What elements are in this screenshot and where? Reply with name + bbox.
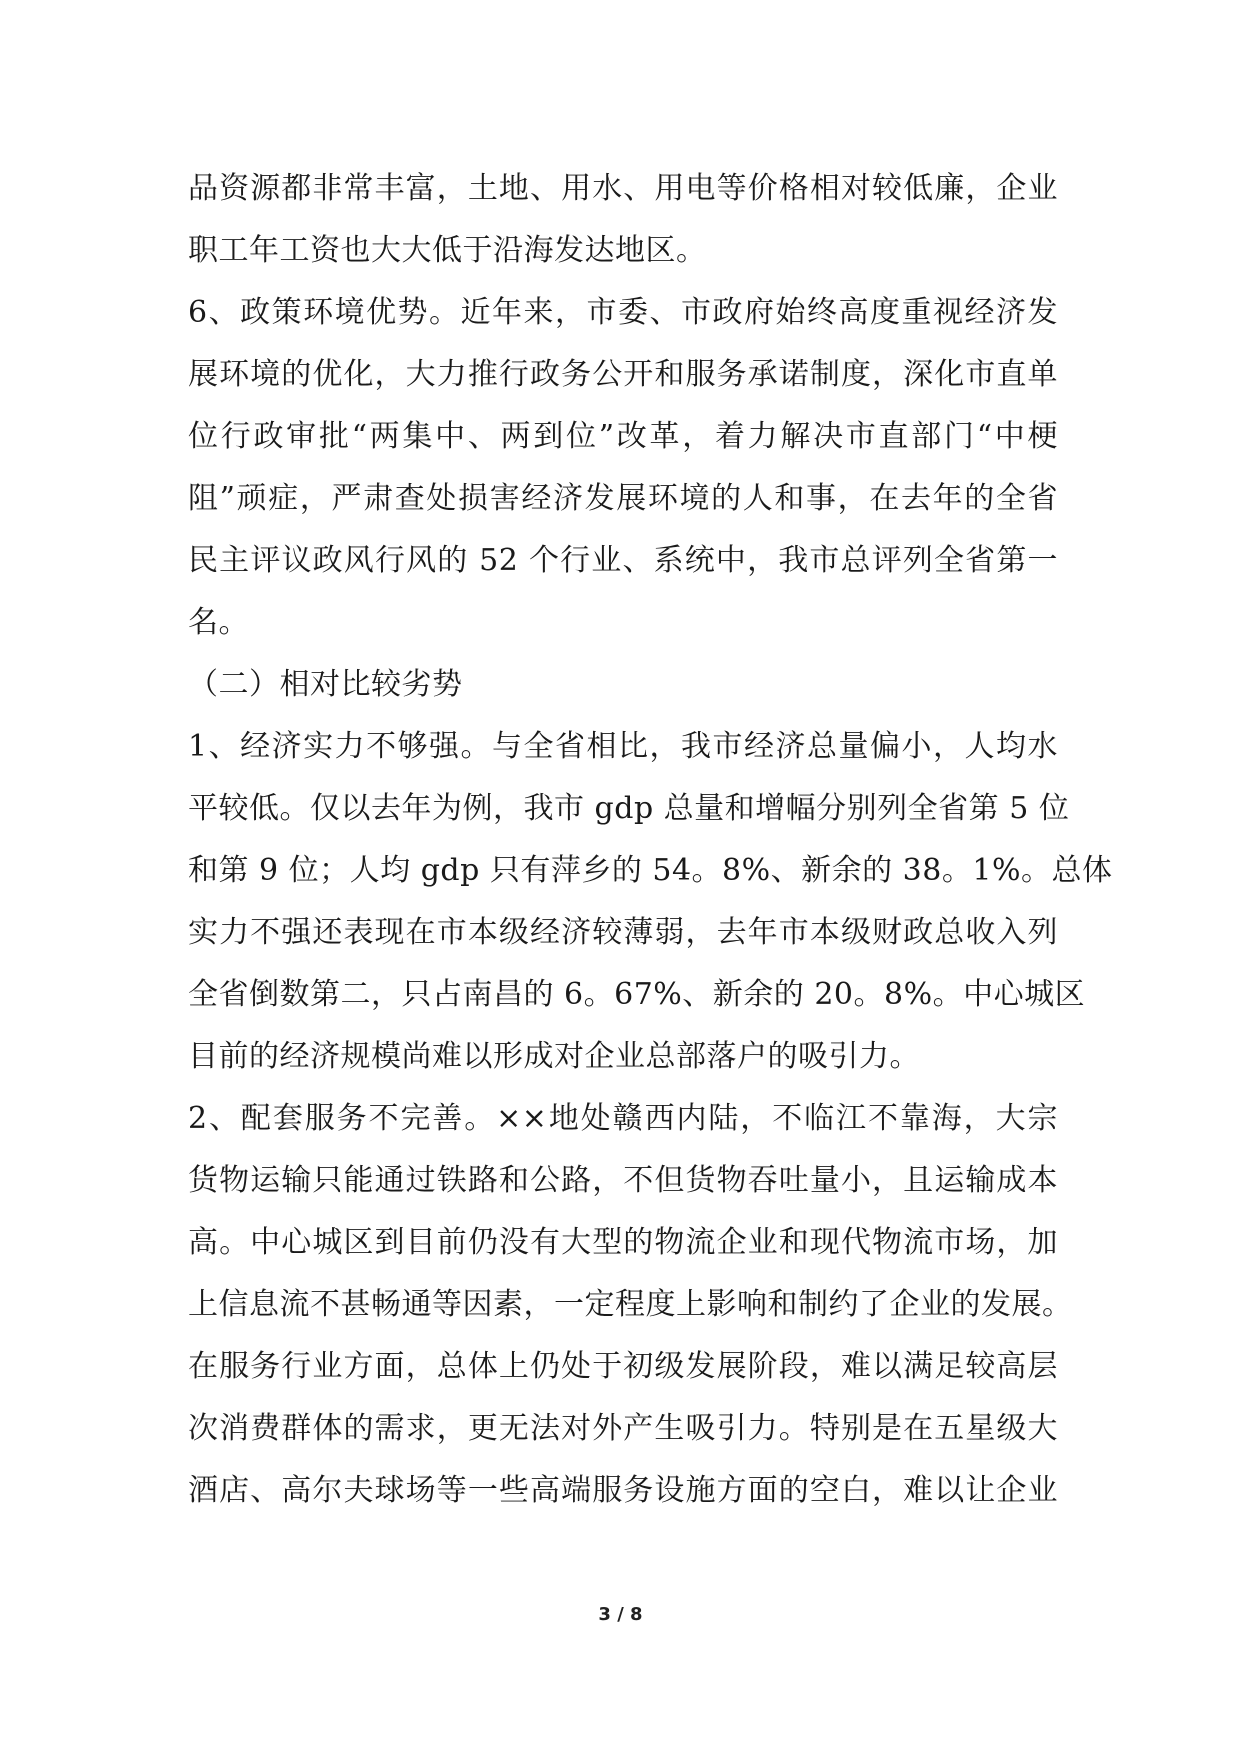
page-number: 3 / 8 xyxy=(598,1604,643,1625)
text-line: 高。中心城区到目前仍没有大型的物流企业和现代物流市场，加 xyxy=(188,1225,1058,1260)
text-line: 名。 xyxy=(188,605,249,640)
body-text xyxy=(188,158,1113,1522)
text-line: 品资源都非常丰富，土地、用水、用电等价格相对较低廉，企业 xyxy=(188,171,1058,206)
text-line: 1、经济实力不够强。与全省相比，我市经济总量偏小，人均水 xyxy=(188,729,1058,764)
text-line: 2、配套服务不完善。××地处赣西内陆，不临江不靠海，大宗 xyxy=(188,1101,1058,1136)
text-line: 上信息流不甚畅通等因素，一定程度上影响和制约了企业的发展。 xyxy=(188,1287,1073,1322)
text-line: 6、政策环境优势。近年来，市委、市政府始终高度重视经济发 xyxy=(188,295,1058,330)
text-line: 次消费群体的需求，更无法对外产生吸引力。特别是在五星级大 xyxy=(188,1411,1058,1446)
text-line: 阻”顽症，严肃查处损害经济发展环境的人和事，在去年的全省 xyxy=(188,481,1058,516)
text-line: 平较低。仅以去年为例，我市 gdp 总量和增幅分别列全省第 5 位 xyxy=(188,791,1070,826)
section-heading: （二）相对比较劣势 xyxy=(188,667,463,702)
text-line: 民主评议政风行风的 52 个行业、系统中，我市总评列全省第一 xyxy=(188,543,1058,578)
text-line: 展环境的优化，大力推行政务公开和服务承诺制度，深化市直单 xyxy=(188,357,1058,392)
text-line: 和第 9 位；人均 gdp 只有萍乡的 54。8%、新余的 38。1%。总体 xyxy=(188,853,1113,888)
text-line: 酒店、高尔夫球场等一些高端服务设施方面的空白，难以让企业 xyxy=(188,1473,1058,1508)
text-line: 位行政审批“两集中、两到位”改革，着力解决市直部门“中梗 xyxy=(188,419,1058,454)
text-line: 目前的经济规模尚难以形成对企业总部落户的吸引力。 xyxy=(188,1039,920,1074)
text-line: 职工年工资也大大低于沿海发达地区。 xyxy=(188,233,707,268)
text-line: 实力不强还表现在市本级经济较薄弱，去年市本级财政总收入列 xyxy=(188,915,1058,950)
text-line: 全省倒数第二，只占南昌的 6。67%、新余的 20。8%。中心城区 xyxy=(188,977,1086,1012)
text-line: 货物运输只能通过铁路和公路，不但货物吞吐量小，且运输成本 xyxy=(188,1163,1058,1198)
text-line: 在服务行业方面，总体上仍处于初级发展阶段，难以满足较高层 xyxy=(188,1349,1058,1384)
